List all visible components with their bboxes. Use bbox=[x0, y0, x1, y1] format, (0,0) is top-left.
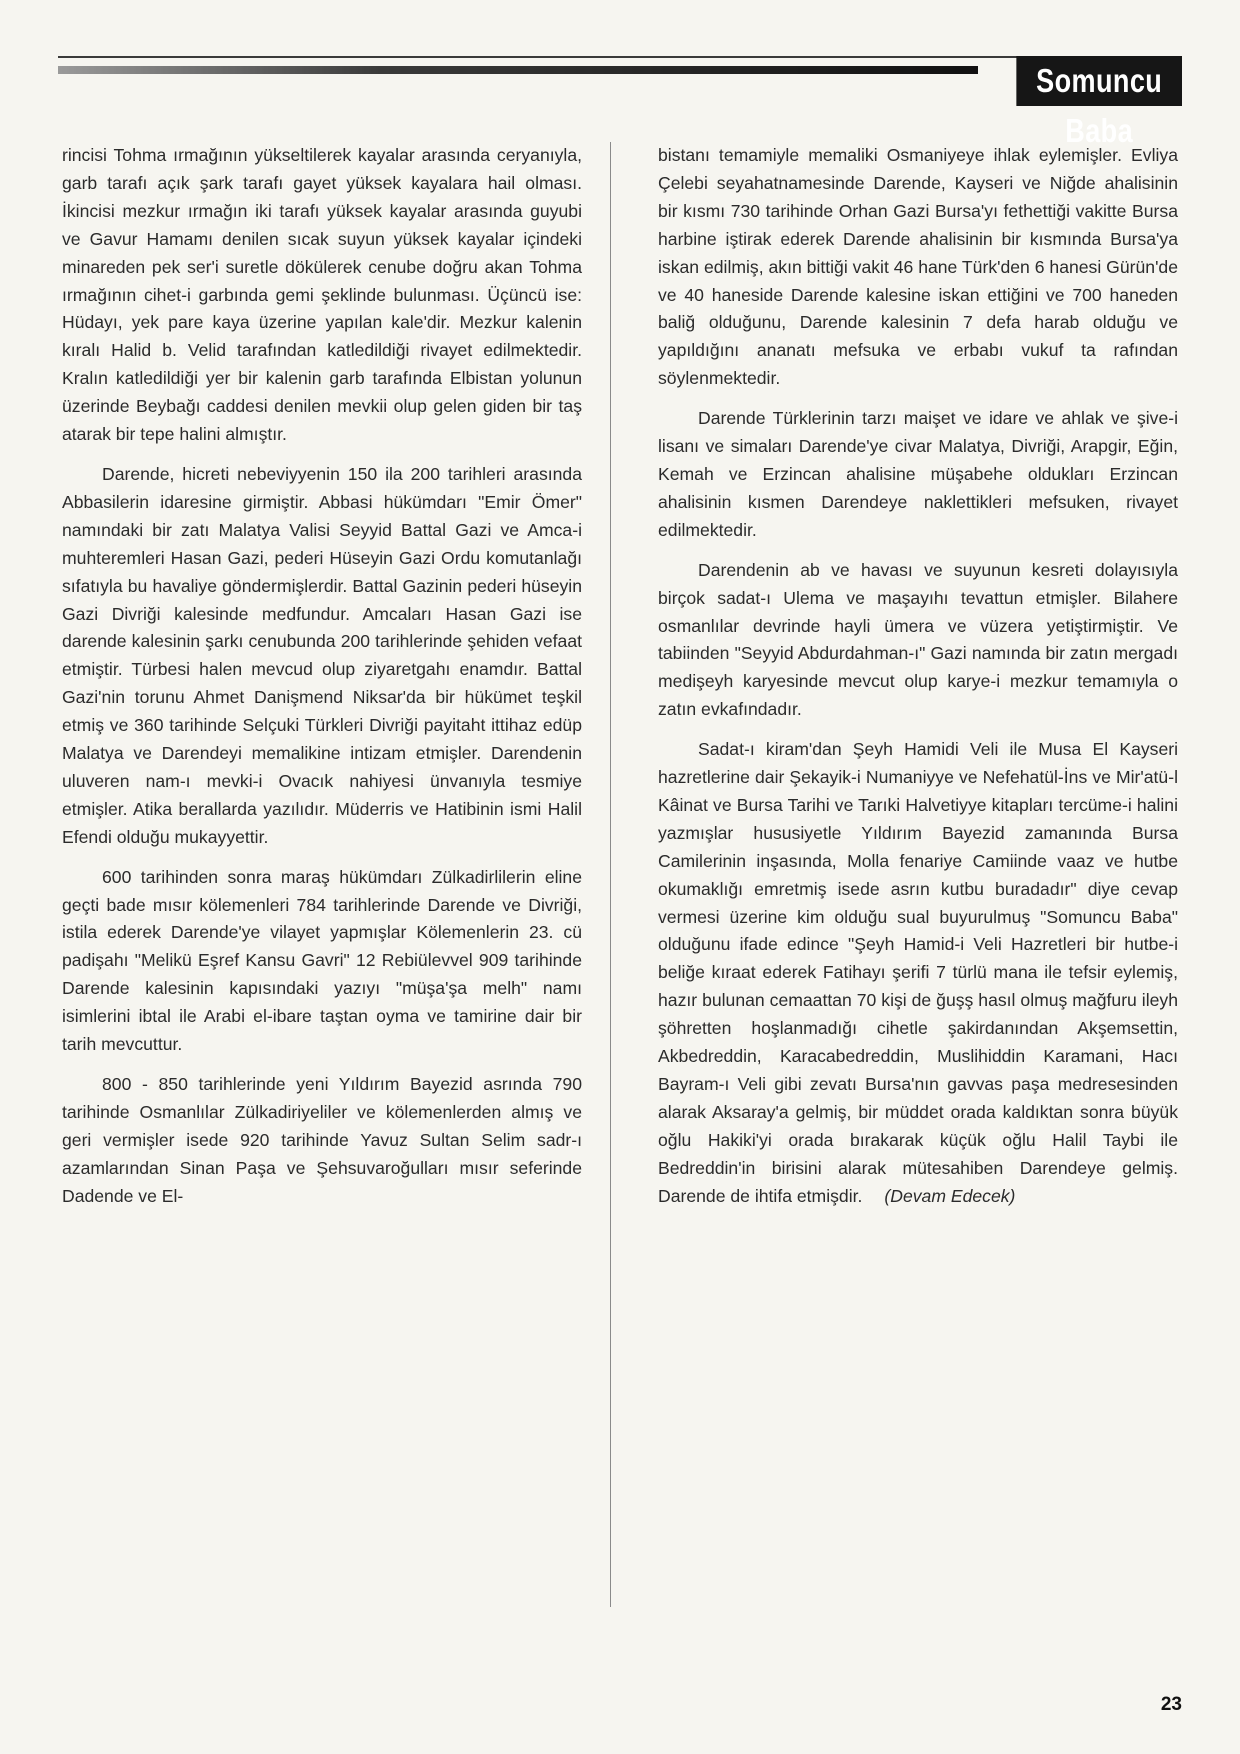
left-column bbox=[62, 142, 582, 1211]
right-column bbox=[658, 142, 1178, 1211]
column-divider bbox=[610, 142, 611, 1607]
section-title-tag: Somuncu Baba bbox=[1016, 56, 1182, 106]
continuation-note: (Devam Edecek) bbox=[884, 1185, 1016, 1206]
right-paragraph-1: bistanı temamiyle memaliki Osmaniyeye ihlak eylemişler. Evliya Çelebi seyahatnamesinde Darende, Kayseri ve Niğde ahalisinin bir kısmı 730 tarihinde Orhan Gazi Bursa'yı fethettiği vakitte Bursa harbine iştirak ederek Darende ahalisinin bir kısmında Bursa'ya iskan edilmiş, akın bittiği vakit 46 hane Türk'den 6 hanesi Gürün'de ve 40 haneside Darende kalesine iskan ettiğini ve 700 haneden baliğ olduğunu, Darende kalesinin 7 defa harab olduğu ve yapıldığını ananatı mefsuka ve erbabı vukuf ta rafından söylenmektedir. bbox=[658, 145, 1178, 389]
left-paragraph-2: Darende, hicreti nebeviyyenin 150 ila 200 tarihleri arasında Abbasilerin idaresine girmiştir. Abbasi hükümdarı "Emir Ömer" namındaki bir zatı Malatya Valisi Seyyid Battal Gazi ve Amca-i muhteremleri Hasan Gazi, pederi Hüseyin Gazi Ordu komutanlağı sıfatıyla bu havaliye göndermişlerdir. Battal Gazinin pederi hüseyin Gazi Divriği kalesinde medfundur. Amcaları Hasan Gazi ise darende kalesinin şarkı cenubunda 200 tarihlerinde şehiden vefaat etmiştir. Türbesi halen mevcud olup ziyaretgahı enamdır. Battal Gazi'nin torunu Ahmet Danişmend Niksar'da bir hükümet teşkil etmiş ve 360 tarihinde Selçuki Türkleri Divriği payitaht ittihaz edüp Malatya ve Darendeyi memalikine intizam etmişler. Darendenin uluveren nam-ı mevki-i Ovacık nahiyesi ünvanıyla tesmiye etmişler. Atika berallarda yazılıdır. Müderris ve Hatibinin ismi Halil Efendi olduğu mukayyettir. bbox=[62, 463, 582, 847]
right-paragraph-3: Darendenin ab ve havası ve suyunun kesreti dolayısıyla birçok sadat-ı Ulema ve maşayıhı tevattun etmişler. Bilahere osmanlılar devrinde hayli ümera ve vüzera yetiştirmiştir. Ve tabiinden "Seyyid Abdurdahman-ı" Gazi namında bir zatın mergadı medişeyh karyesinde mevcut olup karye-i mezkur temamıyla o zatın evkafındadır. bbox=[658, 559, 1178, 720]
right-paragraph-4 bbox=[658, 736, 1178, 1210]
left-paragraph-4: 800 - 850 tarihlerinde yeni Yıldırım Bayezid asrında 790 tarihinde Osmanlılar Zülkadiriyeliler ve kölemenlerden almış ve geri vermişler isede 920 tarihinde Yavuz Sultan Selim sadr-ı azamlarından Sinan Paşa ve Şehsuvaroğulları mısır seferinde Dadende ve El- bbox=[62, 1074, 582, 1206]
header-rule bbox=[58, 56, 1158, 58]
right-paragraph-4-text: Sadat-ı kiram'dan Şeyh Hamidi Veli ile Musa El Kayseri hazretlerine dair Şekayik-i Numaniyye ve Nefehatül-İns ve Mir'atü-l Kâinat ve Bursa Tarihi ve Tarıki Halvetiyye kitapları tercüme-i halini yazmışlar hususiyetle Yıldırım Bayezid zamanında Bursa Camilerinin inşasında, Molla fenariye Camiinde vaaz ve hutbe okumaklığı emretmiş isede asrın kutbu buradadır" diye cevap vermesi üzerine kim olduğu sual buyurulmuş "Somuncu Baba" olduğunu ifade edince "Şeyh Hamid-i Veli Hazretleri bir hutbe-i beliğe kıraat ederek Fatihayı şerifi 7 türlü mana ile tefsir eylemiş, hazır bulunan cemaattan 70 kişi de ğuşş hasıl olmuş mağfuru ileyh şöhretten hoşlanmadığı cihetle şakirdanından Akşemsettin, Akbedreddin, Karacabedreddin, Muslihiddin Karamani, Hacı Bayram-ı Veli gibi zevatı Bursa'nın gavvas paşa medresesinden alarak Aksaray'a gelmiş, bir müddet orada kaldıktan sonra büyük oğlu Hakiki'yi orada bırakarak küçük oğlu Halil Taybi ile Bedreddin'in birisini alarak mütesahiben Darendeye gelmiş. Darende de ihtifa etmişdir. bbox=[658, 739, 1178, 1206]
left-paragraph-3: 600 tarihinden sonra maraş hükümdarı Zülkadirlilerin eline geçti bade mısır kölemenleri 784 tarihlerinde Darende ve Divriği, istila ederek Darende'ye vilayet yapmışlar Kölemenlerin 23. cü padişahı "Melikü Eşref Kansu Gavri" 12 Rebiülevvel 909 tarihinde Darende kalesinin kapısındaki yazıyı "müşa'şa melh" namı isimlerini ibtal ile Arabi el-ibare taştan oyma ve tamirine dair bir tarih mevcuttur. bbox=[62, 866, 582, 1055]
header-rule-bar bbox=[58, 66, 978, 74]
page-number: 23 bbox=[1160, 1694, 1182, 1715]
left-paragraph-1: rincisi Tohma ırmağının yükseltilerek kayalar arasında ceryanıyla, garb tarafı açık şark tarafı gayet yüksek kayalara hail olması. İkincisi mezkur ırmağın iki tarafı yüksek kayalar arasında guyubi ve Gavur Hamamı denilen sıcak suyun yüksek kayalar içindeki minareden pek ser'i suretle dökülerek cenube doğru akan Tohma ırmağının cihet-i garbında gemi şeklinde bulunması. Üçüncü ise: Hüdayı, yek pare kaya üzerine yapılan kale'dir. Mezkur kalenin kıralı Halid b. Velid tarafından katledildiği rivayet edilmektedir. Kralın katledildiği yer bir kalenin garb tarafında Elbistan yolunun üzerinde Beybağı caddesi denilen mevkii olup gelen giden bir taş atarak bir tepe halini almıştır. bbox=[62, 145, 582, 445]
right-paragraph-2: Darende Türklerinin tarzı maişet ve idare ve ahlak ve şive-i lisanı ve simaları Darende'ye civar Malatya, Divriği, Arapgir, Eğin, Kemah ve Erzincan ahalisine müşabehe oldukları Erzincan ahalisinin kısmen Darendeye naklettikleri mefsuken, rivayet edilmektedir. bbox=[658, 408, 1178, 540]
